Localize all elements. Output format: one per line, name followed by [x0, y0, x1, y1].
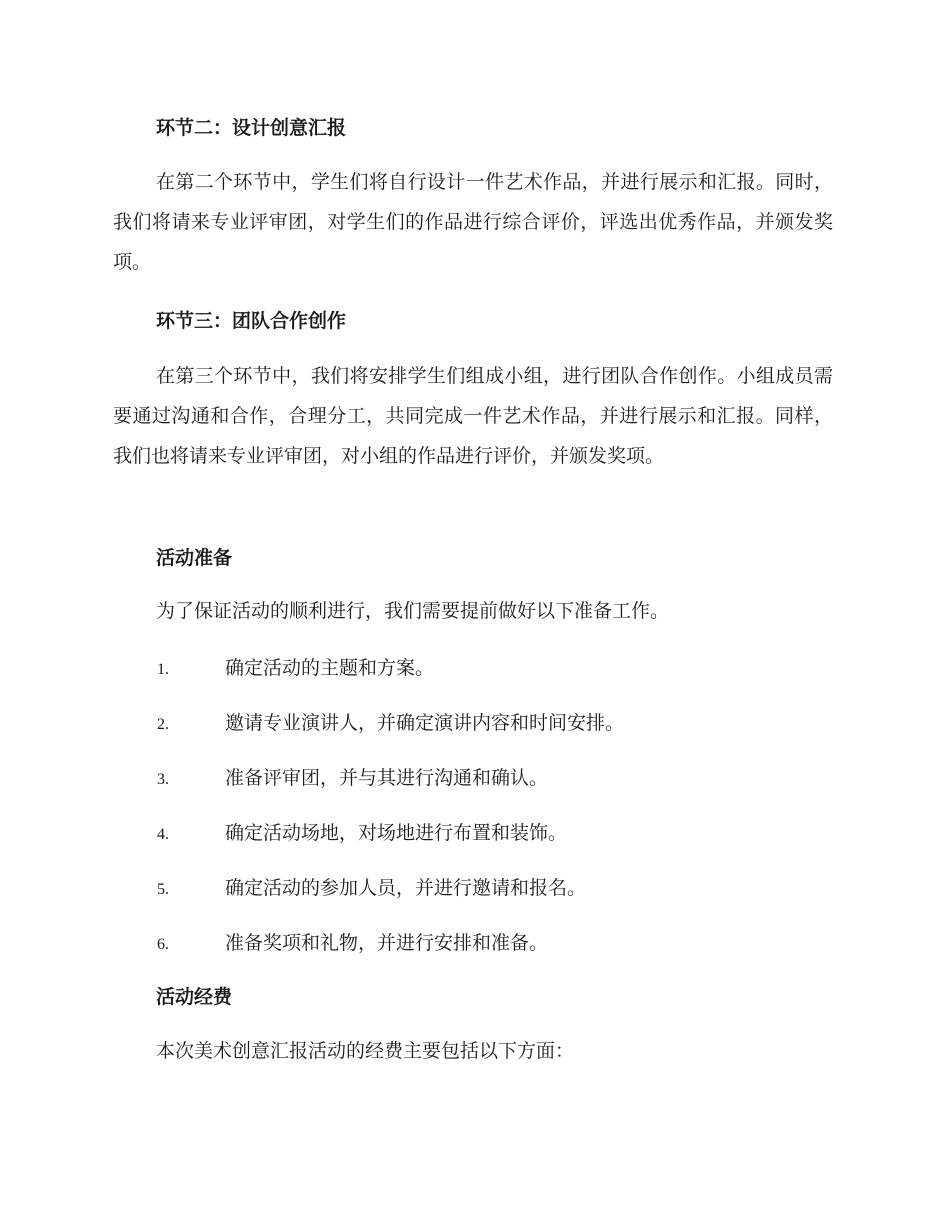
list-item-text: 准备奖项和礼物，并进行安排和准备。: [225, 932, 549, 954]
list-item: [157, 819, 837, 849]
list-item: [157, 764, 837, 794]
list-item: [157, 709, 837, 739]
list-item: [157, 654, 837, 684]
paragraph-stage-two: 在第二个环节中，学生们将自行设计一件艺术作品，并进行展示和汇报。同时，我们将请来专业评审团，对学生们的作品进行综合评价，评选出优秀作品，并颁发奖项。: [113, 171, 833, 273]
section-heading-stage-two: 环节二：设计创意汇报: [156, 117, 347, 139]
section-heading-stage-three: 环节三：团队合作创作: [156, 310, 347, 332]
list-item-number: 1.: [157, 661, 169, 678]
list-item-number: 2.: [157, 716, 169, 733]
list-item-text: 邀请专业演讲人，并确定演讲内容和时间安排。: [225, 712, 625, 734]
paragraph-budget-intro: 本次美术创意汇报活动的经费主要包括以下方面：: [156, 1040, 575, 1062]
list-item-number: 4.: [157, 826, 169, 843]
list-item-number: 3.: [157, 771, 169, 788]
list-item-text: 确定活动的主题和方案。: [225, 657, 435, 679]
list-item: [157, 874, 837, 904]
list-item-text: 确定活动场地，对场地进行布置和装饰。: [225, 822, 568, 844]
section-heading-preparation: 活动准备: [156, 547, 233, 569]
paragraph-preparation-intro: 为了保证活动的顺利进行，我们需要提前做好以下准备工作。: [156, 600, 670, 622]
section-heading-budget: 活动经费: [156, 986, 233, 1008]
list-item-text: 准备评审团，并与其进行沟通和确认。: [225, 767, 549, 789]
list-item-number: 5.: [157, 881, 169, 898]
list-item-number: 6.: [157, 936, 169, 953]
paragraph-stage-three: 在第三个环节中，我们将安排学生们组成小组，进行团队合作创作。小组成员需要通过沟通和合作，合理分工，共同完成一件艺术作品，并进行展示和汇报。同样，我们也将请来专业评审团，对小组的作品进行评价，并颁发奖项。: [113, 365, 833, 467]
list-item: [157, 929, 837, 959]
list-item-text: 确定活动的参加人员，并进行邀请和报名。: [225, 877, 587, 899]
